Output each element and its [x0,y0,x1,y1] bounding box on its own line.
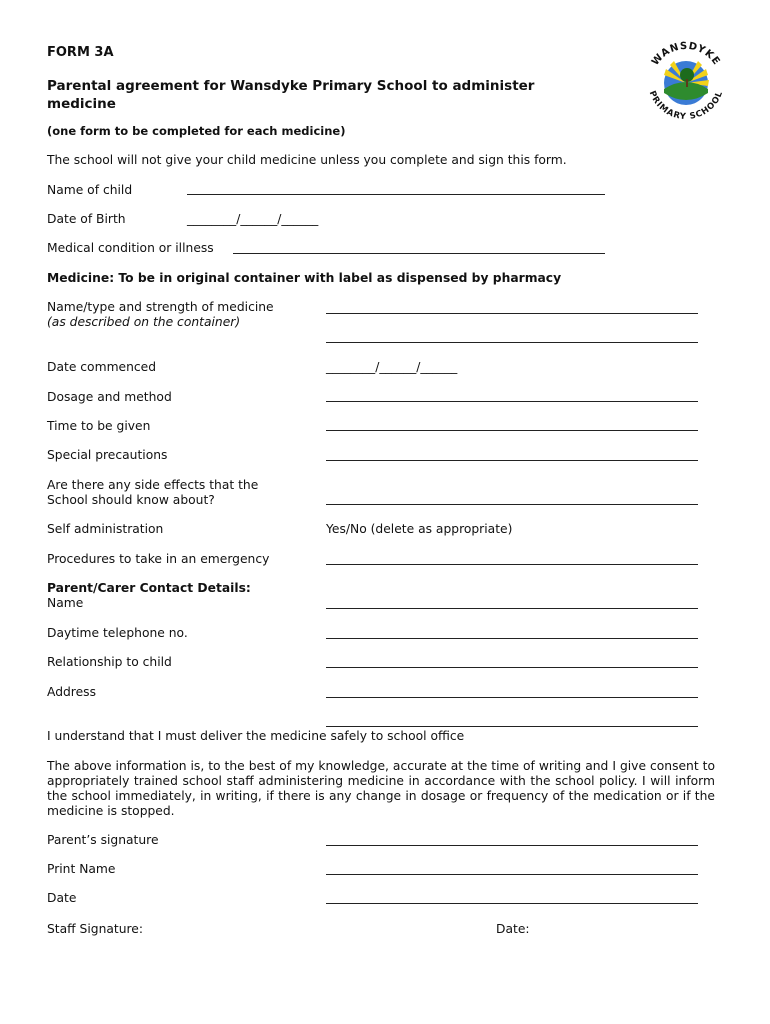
dosage-field[interactable] [326,401,698,402]
address-field-2[interactable] [326,726,698,727]
logo-top-text: WANSDYKE [649,40,723,68]
intro-text: The school will not give your child medicine unless you complete and sign this form. [47,153,567,167]
side-effects-label-1: Are there any side effects that the [47,478,259,492]
dosage-label: Dosage and method [47,390,172,404]
side-effects-label-2: School should know about? [47,493,215,507]
contact-name-field[interactable] [326,608,698,609]
logo-bottom-text: PRIMARY SCHOOL [646,89,726,123]
relationship-label: Relationship to child [47,655,172,669]
delivery-statement: I understand that I must deliver the medicine safely to school office [47,729,465,743]
medicine-name-label: Name/type and strength of medicine [47,300,274,314]
form-subtitle: (one form to be completed for each medicine) [47,124,346,138]
dob-field[interactable]: ________/______/______ [187,212,319,226]
time-given-field[interactable] [326,430,698,431]
dob-label: Date of Birth [47,212,126,226]
parent-signature-label: Parent’s signature [47,833,159,847]
contact-name-label: Name [47,596,84,610]
medical-condition-field[interactable] [233,253,605,254]
medicine-name-sublabel: (as described on the container) [47,315,241,329]
medicine-name-field[interactable] [326,313,698,314]
parent-signature-field[interactable] [326,845,698,846]
emergency-procedures-label: Procedures to take in an emergency [47,552,270,566]
address-label: Address [47,685,96,699]
daytime-phone-label: Daytime telephone no. [47,626,188,640]
name-of-child-field[interactable] [187,194,605,195]
emergency-procedures-field[interactable] [326,564,698,565]
medicine-name-field-2[interactable] [326,342,698,343]
date-commenced-label: Date commenced [47,360,157,374]
staff-signature-label: Staff Signature: [47,922,144,936]
print-name-field[interactable] [326,874,698,875]
date-commenced-field[interactable]: ________/______/______ [326,360,458,374]
date-field[interactable] [326,903,698,904]
medicine-heading: Medicine: To be in original container with label as dispensed by pharmacy [47,271,562,285]
form-code: FORM 3A [47,45,114,60]
staff-date-label: Date: [496,922,530,936]
consent-paragraph: The above information is, to the best of my knowledge, accurate at the time of writing and I give consent to appropriately trained school staff administering medicine in accordance with the school policy. I will inform the school immediately, in writing, if there is any change in dosage or frequency of the medication or if the medicine is stopped. [47,759,715,818]
form-title-line2: medicine [47,96,116,112]
self-administration-label: Self administration [47,522,164,536]
form-title-line1: Parental agreement for Wansdyke Primary School to administer [47,78,535,94]
school-logo [640,35,732,127]
medical-condition-label: Medical condition or illness [47,241,214,255]
print-name-label: Print Name [47,862,116,876]
name-of-child-label: Name of child [47,183,133,197]
address-field[interactable] [326,697,698,698]
self-administration-option[interactable]: Yes/No (delete as appropriate) [326,522,513,536]
special-precautions-field[interactable] [326,460,698,461]
contact-heading: Parent/Carer Contact Details: [47,581,251,595]
relationship-field[interactable] [326,667,698,668]
daytime-phone-field[interactable] [326,638,698,639]
time-given-label: Time to be given [47,419,151,433]
date-label: Date [47,891,77,905]
side-effects-field[interactable] [326,504,698,505]
special-precautions-label: Special precautions [47,448,168,462]
